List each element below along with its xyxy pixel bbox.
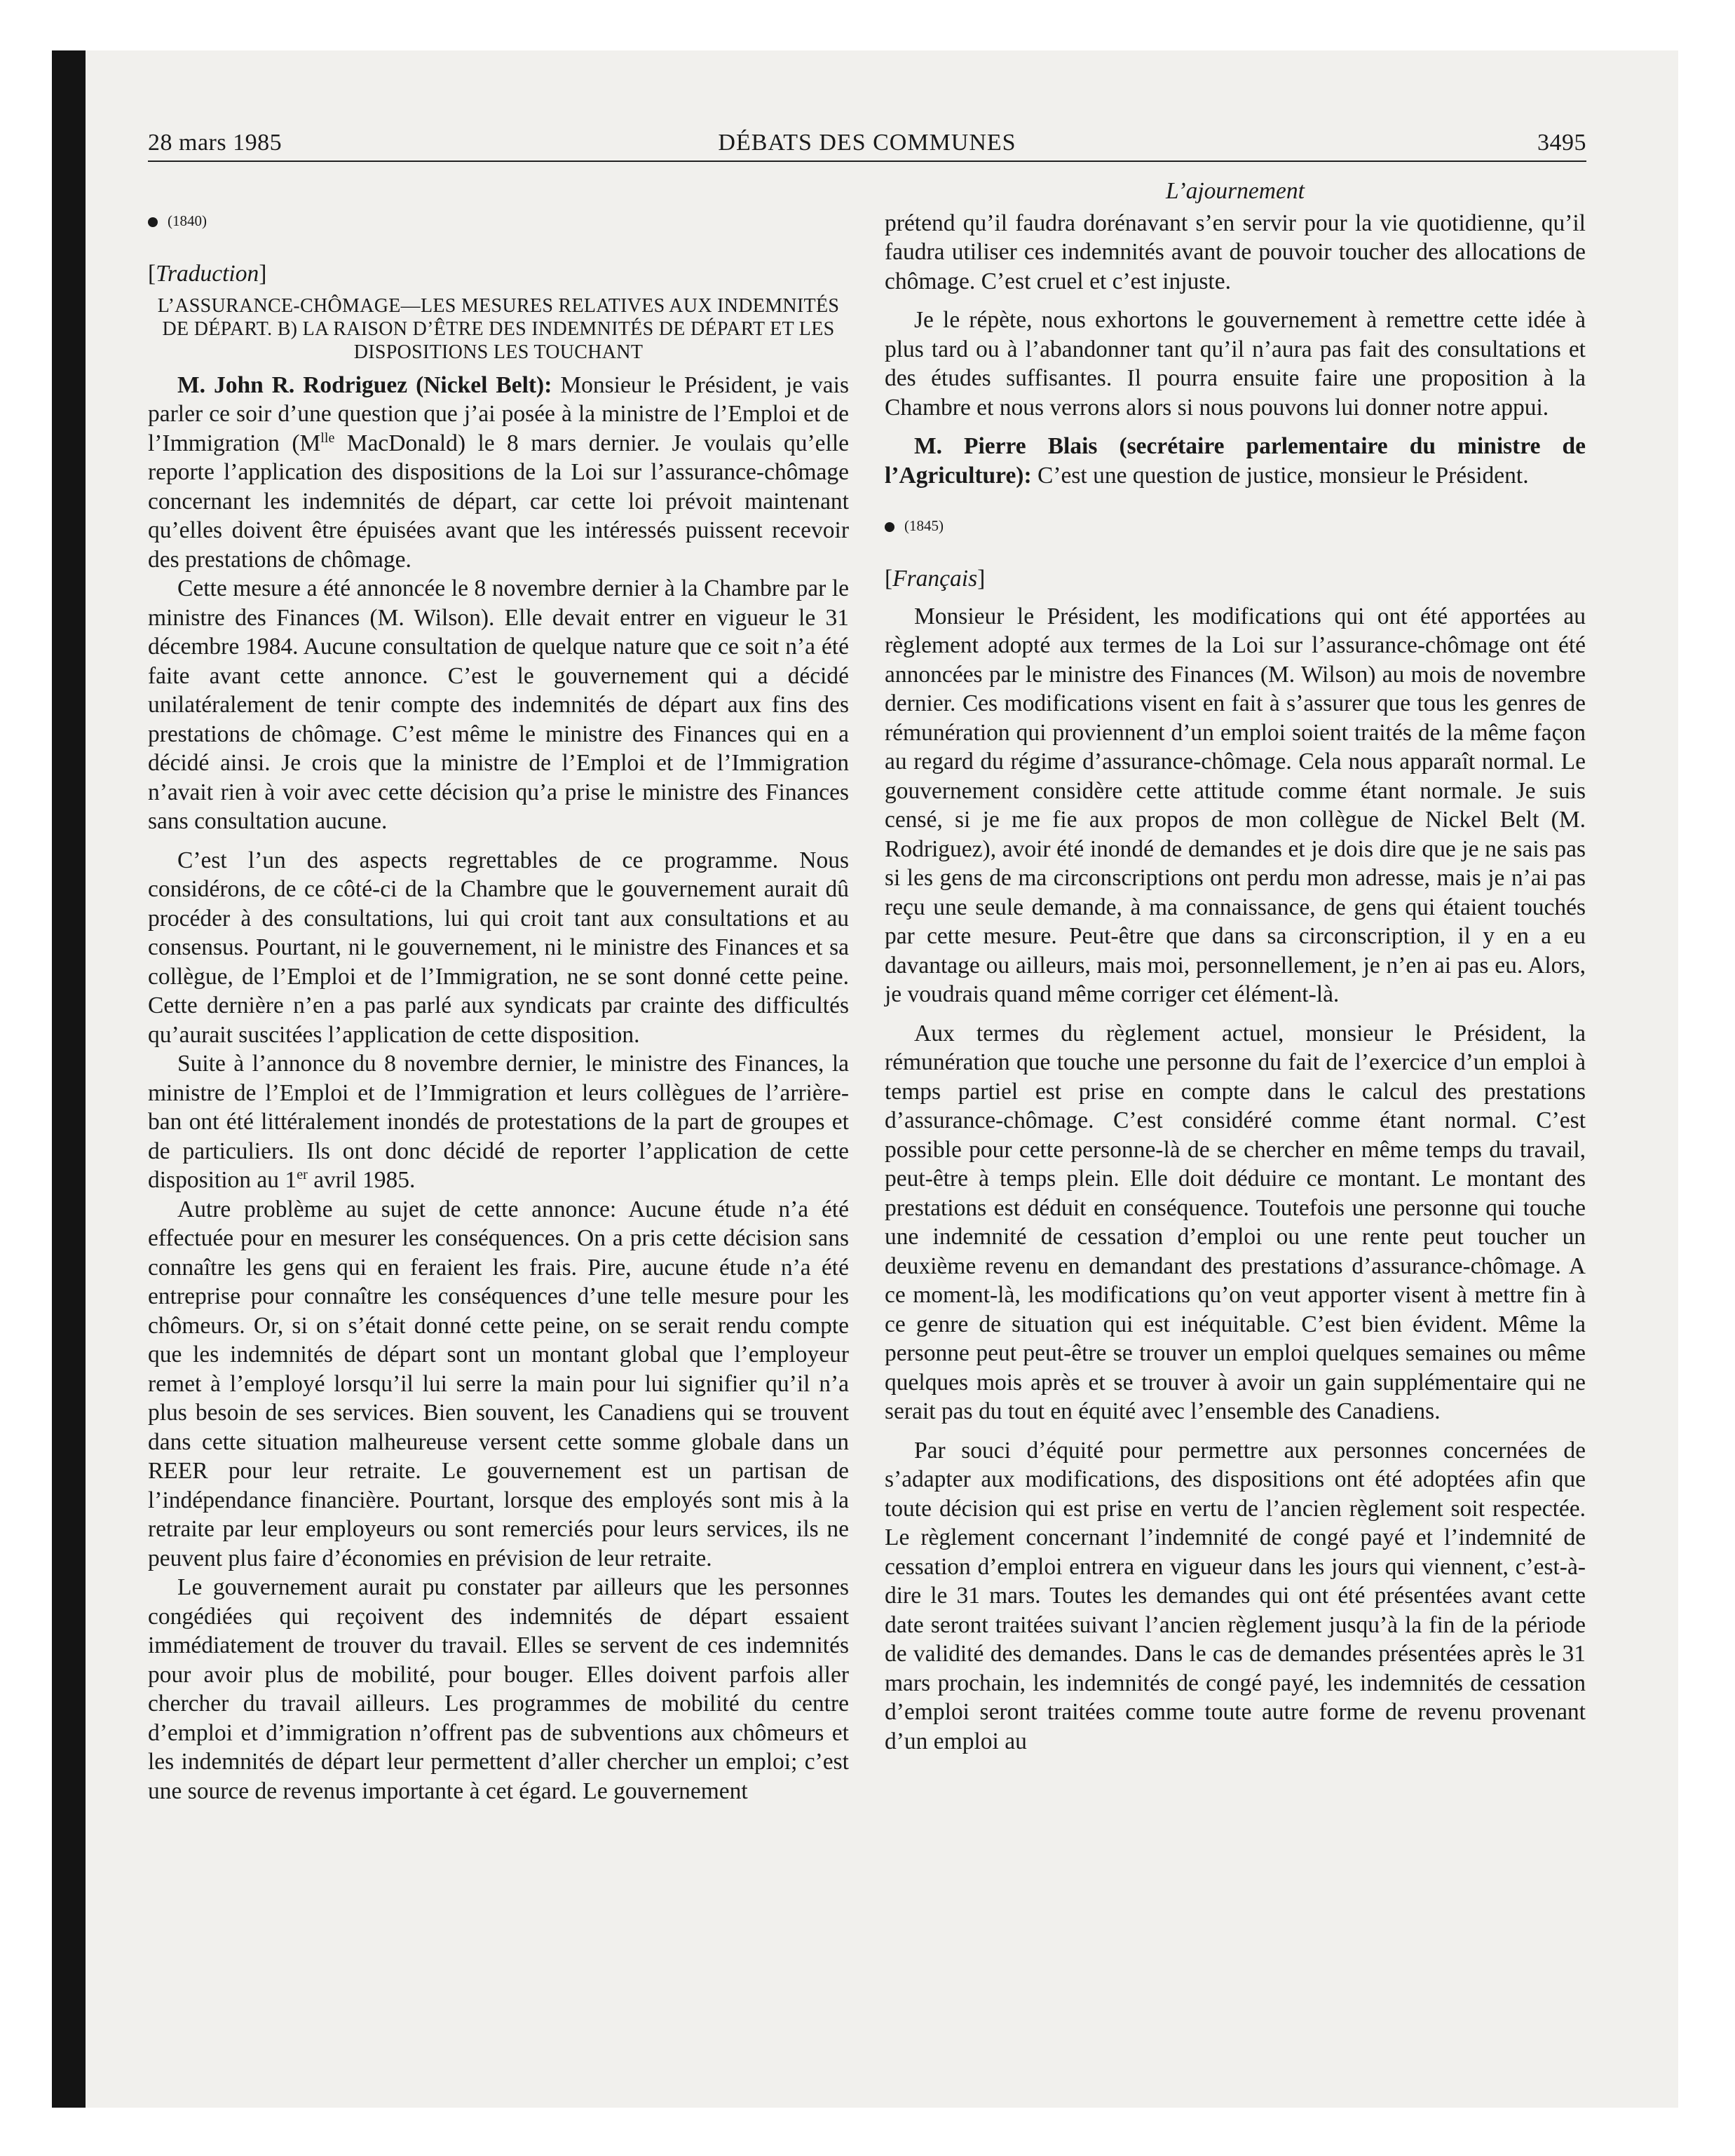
paragraph-equite: Par souci d’équité pour permettre aux personnes concernées de s’adapter aux modifications, des dispositions ont été adoptées afin que toute décision qui est prise en vertu de l’ancien règlement soit respectée. Le règlement concernant l’indemnité de congé payé et l’indemnité de cessation d’emploi entrera en vigueur dans les jours qui viennent, c’est-à-dire le 31 mars. Toutes les demandes qui ont été présentées avant cette date seront traitées suivant l’ancien règlement jusqu’à la fin de la période de validité des demandes. Dans le cas de demandes présentées après le 31 mars prochain, les indemnités de congé payé, les indemnités de cessation d’emploi seront traitées comme toute autre forme de revenu provenant d’un emploi au <box>885 1437 1586 1754</box>
superscript: lle <box>320 430 335 446</box>
binding-edge <box>52 50 86 2108</box>
header-date: 28 mars 1985 <box>148 130 283 156</box>
paragraph-5: Autre problème au sujet de cette annonce: Aucune étude n’a été effectuée pour en mesurer les conséquences. On a pris cette décision sans connaître les gens qui en feraient les frais. Pire, aucune étude n’a été entreprise pour connaître les conséquences d’une telle mesure pour les chômeurs. Or, si on s’était donné cette peine, on se serait rendu compte que les indemnités de départ sont un montant global que l’employeur remet à l’employé lorsqu’il lui serre la main pour lui signifier qu’il n’a plus besoin de ses services. Bien souvent, les Canadiens qui se trouvent dans cette situation malheureuse versent cette somme globale dans un REER pour leur retraite. Le gouvernement est un partisan de l’indépendance financière. Pourtant, lorsque des employés sont mis à la retraite par leur employeurs ou sont remerciés pour leurs services, ils ne peuvent plus faire d’économies en prévision de leur retraite. <box>148 1196 849 1571</box>
superscript: er <box>297 1166 308 1182</box>
paragraph-text: avril 1985. <box>307 1167 416 1193</box>
paragraph-3: C’est l’un des aspects regrettables de ce programme. Nous considérons, de ce côté-ci de la Chambre que le gouvernement aurait dû procéder à des consultations, lui qui croit tant aux consultations et au consensus. Pourtant, ni le gouvernement, ni le ministre des Finances et sa collègue, de l’Emploi et de l’Immigration, ne se sont donné cette peine. Cette dernière n’en a pas parlé aux syndicats par crainte des difficultés qu’aurait suscitées l’application de cette disposition. <box>148 847 849 1048</box>
right-column <box>885 177 1586 1756</box>
paragraph-6: Le gouvernement aurait pu constater par ailleurs que les personnes congédiées qui reçoivent des indemnités de départ essaient immédiatement de trouver du travail. Elles se servent de ces indemnités pour avoir plus de mobilité, pour bouger. Elles doivent parfois aller chercher du travail ailleurs. Les programmes de mobilité du centre d’emploi et d’immigration n’offrent pas de subventions aux chômeurs et les indemnités de départ leur permettent d’aller chercher un emploi; c’est une source de revenus importante à cet égard. Le gouvernement <box>148 1574 849 1804</box>
paragraph-text: Suite à l’annonce du 8 novembre dernier, le ministre des Finances, la ministre de l’Emploi et de l’Immigration et leurs collègues de l’arrière-ban ont été littéralement inondés de protestations de la part de groupes et de particuliers. Ils ont donc décidé de reporter l’application de cette disposition au 1 <box>148 1051 849 1193</box>
paragraph-exhortons: Je le répète, nous exhortons le gouvernement à remettre cette idée à plus tard ou à l’abandonner tant qu’il n’aura pas fait des consultations et des études suffisantes. Il pourra ensuite faire une proposition à la Chambre et nous verrons alors si nous pouvons lui donner notre appui. <box>885 307 1586 421</box>
language-tag-francais: [Français] <box>885 566 986 592</box>
header-page-number: 3495 <box>1537 130 1586 156</box>
paragraph-text: C’est une question de justice, monsieur le Président. <box>1031 462 1529 489</box>
header-title: DÉBATS DES COMMUNES <box>718 130 1016 156</box>
paragraph-continued: prétend qu’il faudra dorénavant s’en servir pour la vie quotidienne, qu’il faudra utiliser ces indemnités avant de pouvoir toucher des allocations de chômage. C’est cruel et c’est injuste. <box>885 210 1586 294</box>
section-heading: L’ASSURANCE-CHÔMAGE—LES MESURES RELATIVES AUX INDEMNITÉS DE DÉPART. B) LA RAISON D’ÊTRE DES INDEMNITÉS DE DÉPART ET LES DISPOSITIONS LES TOUCHANT <box>157 294 840 363</box>
language-tag-text: Traduction <box>156 261 259 287</box>
language-tag-text: Français <box>892 566 978 592</box>
paragraph-text: Monsieur le Président, je vais parler ce soir d’une question que j’ai posée à la ministre de l’Emploi et de l’Immigration (M <box>148 371 849 456</box>
paragraph-4 <box>148 1049 849 1195</box>
paragraph-text: MacDonald) le 8 mars dernier. Je voulais qu’elle reporte l’application des dispositions de la Loi sur l’assurance-chômage concernant les indemnités de départ, car cette loi prévoit maintenant qu’elles doivent être épuisées avant que les intéressés puissent recevoir des prestations de chômage. <box>148 430 849 573</box>
left-column <box>148 171 849 1806</box>
paragraph-reglement: Aux termes du règlement actuel, monsieur le Président, la rémunération que touche une personne du fait de l’exercice d’un emploi à temps partiel est prise en compte dans le calcul des prestations d’assurance-chômage. C’est considéré comme étant normal. C’est possible pour cette personne-là de se chercher en même temps du travail, peut-être à temps plein. Elle doit déduire ce montant. Le montant des prestations est déduit en conséquence. Toutefois une personne qui touche une indemnité de cessation d’emploi ou une rente peut toucher un deuxième revenu en demandant des prestations d’assurance-chômage. A ce moment-là, les modifications qu’on veut apporter visent à mettre fin à ce genre de situation qui est inéquitable. C’est bien évident. Même la personne peut peut-être se trouver un emploi quelques semaines ou même quelques mois après et se trouver à avoir un gain supplémentaire qui ne serait pas du tout en équité avec l’ensemble des Canadiens. <box>885 1020 1586 1424</box>
running-head: L’ajournement <box>1166 178 1305 204</box>
language-tag-traduction: [Traduction] <box>148 261 267 287</box>
bullet-icon <box>885 522 894 532</box>
speaker-blais: M. Pierre Blais (secrétaire parlementaire du ministre de l’Agriculture): <box>885 433 1586 489</box>
bullet-icon <box>148 217 158 227</box>
timestamp-1840 <box>148 210 849 231</box>
timestamp-1845 <box>885 515 1586 536</box>
paragraph-2: Cette mesure a été annoncée le 8 novembre dernier à la Chambre par le ministre des Finances (M. Wilson). Elle devait entrer en vigueur le 31 décembre 1984. Aucune consultation de quelque nature que ce soit n’a été faite avant cette annonce. C’est le gouvernement qui a décidé unilatéralement de tenir compte des indemnités de départ aux fins des prestations de chômage. C’est même le ministre des Finances qui en a décidé ainsi. Je crois que la ministre de l’Emploi et de l’Immigration n’avait rien à voir avec cette décision qu’a prise le ministre des Finances sans consultation aucune. <box>148 575 849 834</box>
speaker-rodriguez: M. John R. Rodriguez (Nickel Belt): <box>177 371 552 398</box>
paragraph-blais-2: Monsieur le Président, les modifications qui ont été apportées au règlement adopté aux termes de la Loi sur l’assurance-chômage ont été annoncées par le ministre des Finances (M. Wilson) au mois de novembre dernier. Ces modifications visent en fait à s’assurer que tous les genres de rémunération qui proviennent d’un emploi soient traités de la même façon au regard du régime d’assurance-chômage. Cela nous apparaît normal. Le gouvernement considère cette attitude comme étant normale. Je suis censé, si je me fie aux propos de mon collègue de Nickel Belt (M. Rodriguez), avoir été inondé de demandes et je dois dire que je ne sais pas si les gens de ma circonscriptions ont perdu mon adresse, mais je n’ai pas reçu une seule demande, à ma connaissance, de gens qui étaient touchés par cette mesure. Peut-être que dans sa circonscription, il y en a eu davantage ou ailleurs, mais moi, personnellement, je n’en ai pas eu. Alors, je voudrais quand même corriger cet élément-là. <box>885 603 1586 1007</box>
page-header <box>148 123 1586 163</box>
timestamp-text: (1845) <box>904 517 944 534</box>
header-rule <box>148 161 1586 162</box>
paragraph-blais <box>885 432 1586 490</box>
timestamp-text: (1840) <box>168 212 207 229</box>
paragraph-rodriguez-1 <box>148 371 849 575</box>
